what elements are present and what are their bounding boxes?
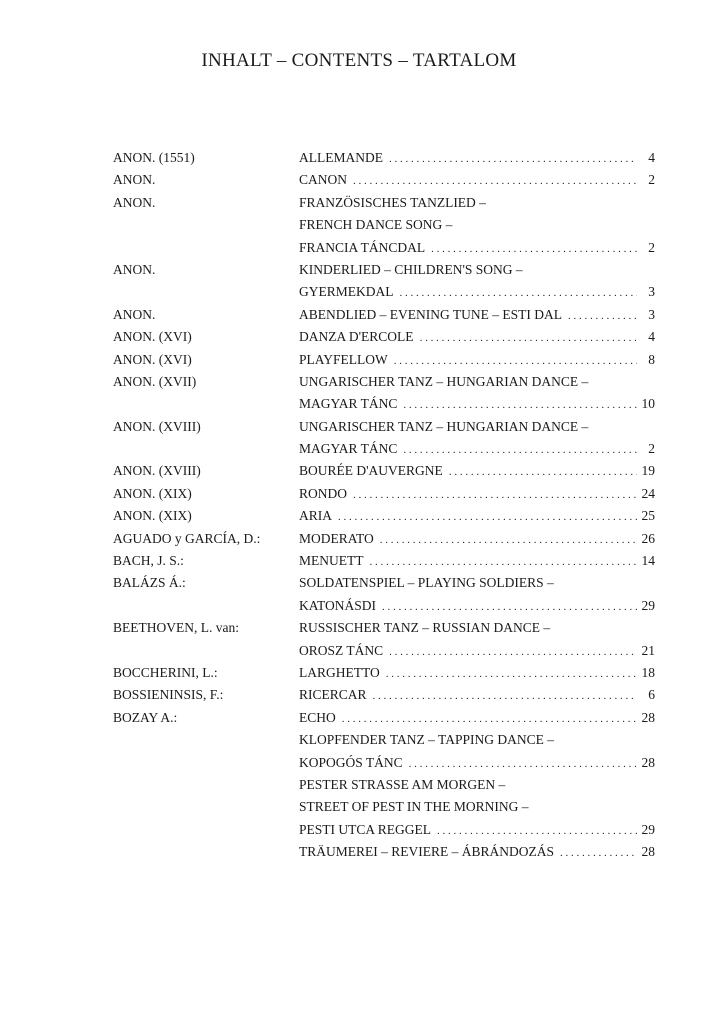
composer-name: ANON. (XVIII) (113, 463, 201, 479)
toc-row (0, 551, 718, 573)
toc-row (0, 327, 718, 349)
toc-entry (299, 665, 655, 681)
page-number: 6 (648, 687, 655, 703)
toc-entry (299, 172, 655, 188)
piece-title: FRENCH DANCE SONG – (299, 217, 453, 233)
piece-title: FRANCIA TÁNCDAL (299, 239, 426, 255)
dot-leader (449, 466, 637, 478)
piece-title: MAGYAR TÁNC (299, 396, 398, 412)
toc-entry (299, 620, 655, 636)
composer-name: ANON. (113, 306, 156, 322)
toc-row (0, 484, 718, 506)
toc-entry (299, 687, 655, 703)
toc-row (0, 350, 718, 372)
piece-title: OROSZ TÁNC (299, 642, 384, 658)
toc-row (0, 170, 718, 192)
toc-row (0, 282, 718, 304)
toc-entry (299, 463, 655, 479)
page-number: 28 (641, 754, 655, 770)
toc-entry (299, 486, 655, 502)
piece-title: MENUETT (299, 553, 364, 569)
piece-title: KINDERLIED – CHILDREN'S SONG – (299, 261, 523, 277)
composer-name: AGUADO y GARCÍA, D.: (113, 530, 261, 546)
composer-name: ANON. (XVIII) (113, 418, 201, 434)
toc-row (0, 461, 718, 483)
dot-leader (403, 399, 637, 411)
toc-row (0, 372, 718, 394)
page-number: 19 (641, 463, 655, 479)
page-number: 4 (648, 150, 655, 165)
toc-row (0, 641, 718, 663)
piece-title: ALLEMANDE (299, 150, 383, 165)
piece-title: BOURÉE D'AUVERGNE (299, 463, 443, 479)
toc-entry (299, 419, 655, 435)
piece-title: KLOPFENDER TANZ – TAPPING DANCE – (299, 732, 554, 748)
toc-row (0, 394, 718, 416)
toc-row (0, 417, 718, 439)
toc-row (0, 820, 718, 842)
page-number: 24 (641, 485, 655, 501)
toc-row (0, 663, 718, 685)
toc-entry (299, 150, 655, 166)
toc-entry (299, 262, 655, 278)
page-number: 2 (648, 239, 655, 255)
toc-entry (299, 531, 655, 547)
piece-title: PESTER STRASSE AM MORGEN – (299, 776, 506, 792)
composer-name: BOSSIENINSIS, F.: (113, 687, 224, 703)
toc-entry (299, 575, 655, 591)
dot-leader (382, 601, 637, 613)
toc-row (0, 596, 718, 618)
toc-row (0, 797, 718, 819)
toc-row (0, 238, 718, 260)
composer-name: ANON. (113, 261, 156, 277)
toc-row (0, 193, 718, 215)
composer-name: BOCCHERINI, L.: (113, 664, 218, 680)
page-number: 8 (648, 351, 655, 367)
piece-title: LARGHETTO (299, 664, 380, 680)
piece-title: RONDO (299, 485, 348, 501)
toc-entry (299, 777, 655, 793)
dot-leader (431, 243, 637, 255)
toc-row (0, 618, 718, 640)
toc-entry (299, 643, 655, 659)
piece-title: PLAYFELLOW (299, 351, 388, 367)
dot-leader (437, 825, 637, 837)
page-number: 18 (641, 664, 655, 680)
toc-entry (299, 732, 655, 748)
composer-name: ANON. (113, 172, 156, 188)
piece-title: KATONÁSDI (299, 597, 377, 613)
toc-entry (299, 844, 655, 860)
piece-title: DANZA D'ERCOLE (299, 329, 414, 345)
dot-leader (394, 355, 637, 367)
dot-leader (400, 287, 638, 299)
composer-name: BALÁZS Á.: (113, 575, 186, 591)
piece-title: ECHO (299, 709, 336, 725)
table-of-contents (0, 148, 718, 865)
piece-title: UNGARISCHER TANZ – HUNGARIAN DANCE – (299, 418, 589, 434)
piece-title: UNGARISCHER TANZ – HUNGARIAN DANCE – (299, 373, 589, 389)
page-number: 29 (641, 597, 655, 613)
composer-name: ANON. (XIX) (113, 485, 192, 501)
page-number: 14 (641, 553, 655, 569)
piece-title: RUSSISCHER TANZ – RUSSIAN DANCE – (299, 620, 551, 636)
toc-entry (299, 396, 655, 412)
dot-leader (370, 556, 638, 568)
toc-entry (299, 195, 655, 211)
dot-leader (560, 847, 637, 859)
composer-name: ANON. (XVII) (113, 373, 197, 389)
piece-title: PESTI UTCA REGGEL (299, 821, 432, 837)
toc-entry (299, 284, 655, 300)
toc-row (0, 148, 718, 170)
page-number: 3 (648, 284, 655, 300)
toc-entry (299, 329, 655, 345)
toc-row (0, 685, 718, 707)
composer-name: ANON. (1551) (113, 150, 195, 165)
dot-leader (373, 690, 637, 702)
toc-entry (299, 441, 655, 457)
piece-title: FRANZÖSISCHES TANZLIED – (299, 194, 486, 210)
page-number: 2 (648, 441, 655, 457)
dot-leader (389, 153, 637, 165)
toc-entry (299, 508, 655, 524)
dot-leader (409, 758, 637, 770)
toc-entry (299, 307, 655, 323)
dot-leader (386, 668, 637, 680)
page-number: 4 (648, 329, 655, 345)
toc-row (0, 730, 718, 752)
page-number: 21 (641, 642, 655, 658)
page-number: 10 (641, 396, 655, 412)
dot-leader (342, 713, 637, 725)
piece-title: GYERMEKDAL (299, 284, 394, 300)
piece-title: STREET OF PEST IN THE MORNING – (299, 799, 529, 815)
toc-row (0, 573, 718, 595)
piece-title: ABENDLIED – EVENING TUNE – ESTI DAL (299, 306, 562, 322)
dot-leader (338, 511, 637, 523)
page-number: 28 (641, 844, 655, 860)
toc-row (0, 708, 718, 730)
page-title: INHALT – CONTENTS – TARTALOM (201, 50, 517, 71)
dot-leader (353, 489, 637, 501)
composer-name: BEETHOVEN, L. van: (113, 620, 239, 636)
toc-entry (299, 710, 655, 726)
page-number: 26 (641, 530, 655, 546)
piece-title: RICERCAR (299, 687, 367, 703)
toc-entry (299, 598, 655, 614)
toc-entry (299, 799, 655, 815)
dot-leader (420, 332, 637, 344)
dot-leader (389, 646, 637, 658)
composer-name: ANON. (XVI) (113, 329, 192, 345)
toc-row (0, 215, 718, 237)
dot-leader (403, 444, 637, 456)
composer-name: BOZAY A.: (113, 709, 178, 725)
page-number: 28 (641, 709, 655, 725)
composer-name: BACH, J. S.: (113, 553, 184, 569)
toc-row (0, 529, 718, 551)
piece-title: MAGYAR TÁNC (299, 441, 398, 457)
page-number: 25 (641, 508, 655, 524)
dot-leader (568, 310, 637, 322)
piece-title: ARIA (299, 508, 332, 524)
toc-entry (299, 755, 655, 771)
toc-entry (299, 374, 655, 390)
toc-entry (299, 352, 655, 368)
toc-row (0, 305, 718, 327)
toc-row (0, 775, 718, 797)
composer-name: ANON. (113, 194, 156, 210)
piece-title: KOPOGÓS TÁNC (299, 754, 403, 770)
toc-row (0, 439, 718, 461)
toc-entry (299, 217, 655, 233)
toc-row (0, 753, 718, 775)
toc-row (0, 260, 718, 282)
toc-row (0, 506, 718, 528)
piece-title: SOLDATENSPIEL – PLAYING SOLDIERS – (299, 575, 554, 591)
toc-entry (299, 553, 655, 569)
composer-name: ANON. (XIX) (113, 508, 192, 524)
page-number: 2 (648, 172, 655, 188)
dot-leader (380, 534, 637, 546)
piece-title: MODERATO (299, 530, 374, 546)
piece-title: CANON (299, 172, 348, 188)
toc-entry (299, 822, 655, 838)
toc-row (0, 842, 718, 864)
piece-title: TRÄUMEREI – REVIERE – ÁBRÁNDOZÁS (299, 844, 554, 860)
dot-leader (353, 175, 637, 187)
composer-name: ANON. (XVI) (113, 351, 192, 367)
toc-entry (299, 240, 655, 256)
page-number: 3 (648, 306, 655, 322)
page-number: 29 (641, 821, 655, 837)
